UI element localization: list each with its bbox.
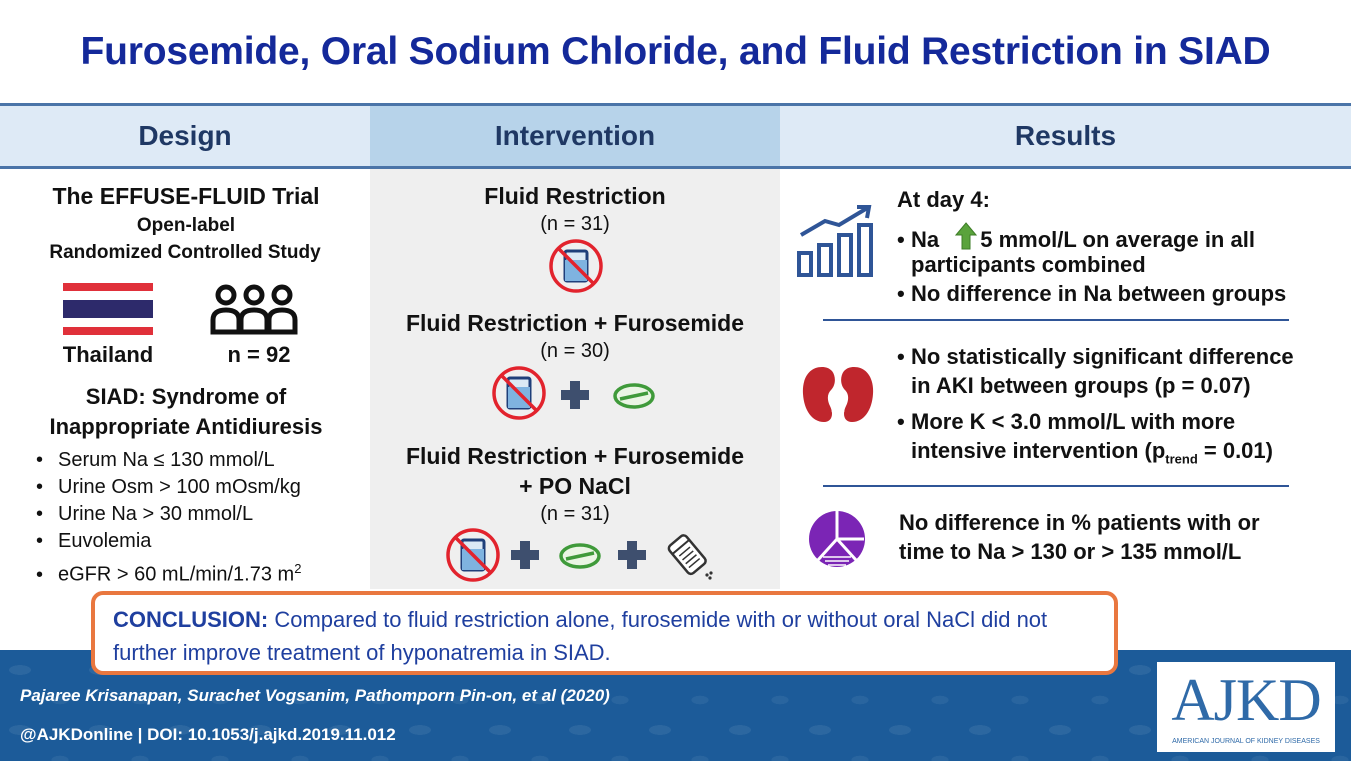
sample-size: n = 92 (227, 342, 291, 367)
results-divider (823, 485, 1289, 487)
plus-icon (511, 541, 539, 569)
plus-icon (561, 381, 589, 409)
result-line-5b: time to Na > 130 or > 135 mmol/L (899, 539, 1242, 564)
trial-name: The EFFUSE-FLUID Trial (52, 183, 320, 209)
conclusion-label: CONCLUSION: (113, 607, 269, 632)
ajkd-logo-text: AJKD (1171, 667, 1321, 733)
result-line-1: • Na 5 mmol/L on average in all (897, 222, 1255, 253)
no-water-icon (548, 238, 604, 294)
arm2-n: (n = 30) (540, 340, 610, 362)
conclusion-text: Compared to fluid restriction alone, furosemide with or without oral NaCl did not further improve treatment of hyponatremia in SIAD. (113, 607, 1048, 665)
design-header: Design (138, 120, 232, 151)
header-bar (0, 103, 1351, 169)
page-title: Furosemide, Oral Sodium Chloride, and Fluid Restriction in SIAD (80, 29, 1271, 73)
result-line-3: • No statistically significant difference (897, 344, 1294, 369)
pill-icon (558, 542, 602, 570)
result-line-4: • More K < 3.0 mmol/L with more (897, 409, 1236, 434)
up-arrow-icon (955, 222, 977, 250)
siad-definition-1: SIAD: Syndrome of (85, 384, 287, 409)
country-label: Thailand (62, 342, 154, 367)
trial-type-1: Open-label (136, 215, 236, 236)
trial-type-2: Randomized Controlled Study (49, 242, 321, 263)
plus-icon (618, 541, 646, 569)
arm3-label-2: + PO NaCl (519, 473, 631, 499)
siad-definition-2: Inappropriate Antidiuresis (49, 414, 323, 439)
pie-chart-icon (806, 508, 868, 570)
results-divider (823, 319, 1289, 321)
result-line-1b: participants combined (911, 252, 1146, 277)
inclusion-criteria (36, 447, 302, 586)
intervention-header: Intervention (370, 106, 780, 166)
arm1-label: Fluid Restriction (484, 183, 666, 209)
result-line-3b: in AKI between groups (p = 0.07) (911, 373, 1251, 398)
growth-chart-icon (797, 203, 881, 277)
arm3-label-1: Fluid Restriction + Furosemide (405, 443, 745, 469)
arm3-n: (n = 31) (540, 503, 610, 525)
thailand-flag (63, 283, 153, 335)
result-line-4b: intensive intervention $(p_{trend} = 0.01)$ (911, 438, 1273, 467)
doi-link[interactable]: @AJKDonline | DOI: 10.1053/j.ajkd.2019.11.012 (20, 725, 396, 744)
conclusion-box (91, 591, 1118, 675)
salt-shaker-icon (660, 526, 716, 582)
criterion-item: • Urine Osm > 100 mOsm/kg (36, 476, 301, 498)
authors-citation: Pajaree Krisanapan, Surachet Vogsanim, Pathomporn Pin-on, et al (2020) (20, 686, 610, 705)
no-water-icon (491, 365, 547, 421)
ajkd-logo-subtitle: AMERICAN JOURNAL OF KIDNEY DISEASES (1172, 738, 1320, 745)
arm1-n: (n = 31) (540, 213, 610, 235)
criterion-item: • eGFR > 60 mL/min/1.73 $m^2$ (36, 561, 302, 586)
kidney-icon (800, 364, 876, 426)
p-trend-subscript: trend (1165, 451, 1198, 467)
people-icon (210, 284, 298, 336)
results-header: Results (1014, 120, 1117, 151)
title-bar (0, 0, 1351, 103)
pill-icon (612, 382, 656, 410)
results-day-heading: At day 4: (897, 187, 990, 212)
criterion-item: • Serum Na ≤ 130 mmol/L (36, 449, 275, 471)
egfr-superscript: 2 (294, 561, 302, 576)
arm2-label: Fluid Restriction + Furosemide (405, 310, 745, 336)
criterion-item: • Urine Na > 30 mmol/L (36, 503, 254, 525)
no-water-icon (445, 527, 501, 583)
ajkd-logo (1157, 662, 1335, 752)
result-line-5: No difference in % patients with or (899, 510, 1260, 535)
criterion-item: • Euvolemia (36, 530, 152, 552)
result-line-2: • No difference in Na between groups (897, 281, 1287, 306)
